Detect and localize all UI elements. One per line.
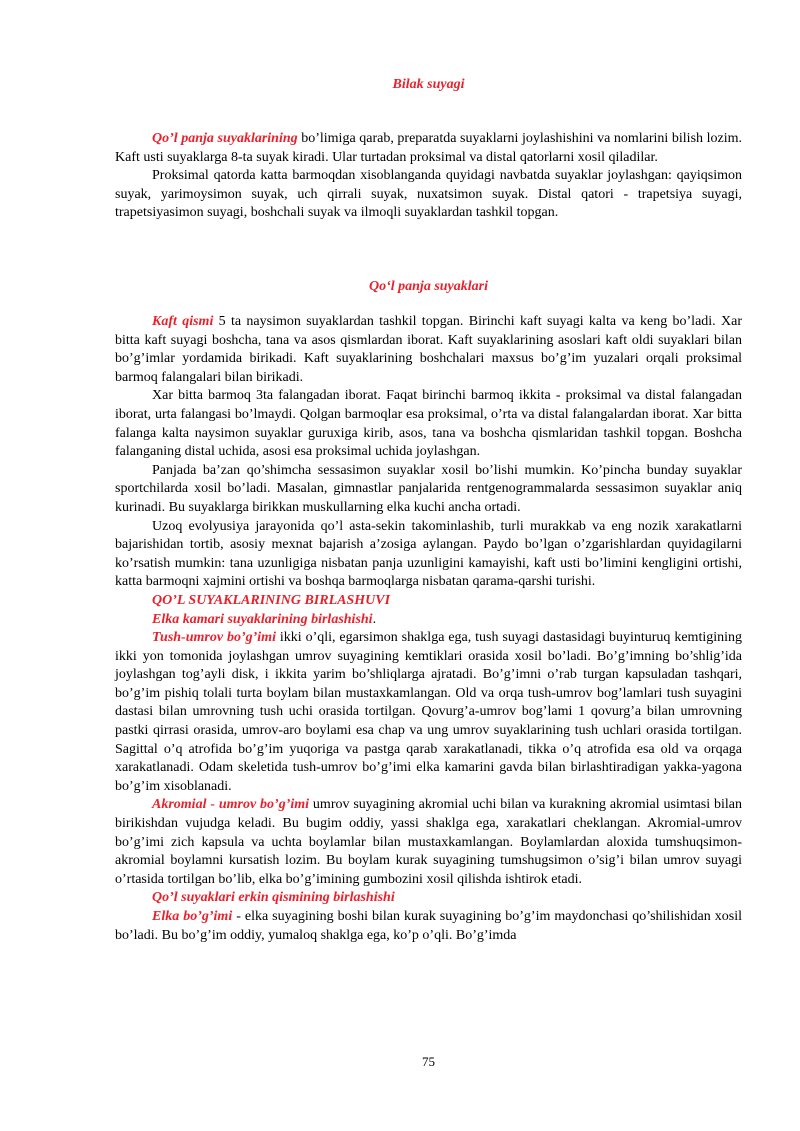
section-title-birlashuvi: QO’L SUYAKLARINING BIRLASHUVI — [152, 592, 391, 608]
subheading-text: Elka kamari suyaklarining birlashishi — [152, 611, 373, 627]
paragraph — [115, 130, 742, 167]
paragraph-text: - elka suyagining boshi bilan kurak suyagining bo’g’im maydonchasi qo’shilishidan xosil bo’ladi. Bu bo’g’im oddiy, yumaloq shaklga ega, ko’p o’qli. Bo’g’imda — [115, 909, 742, 943]
paragraph: Uzoq evolyusiya jarayonida qo’l asta-sekin takominlashib, turli murakkab va eng nozik xarakatlarni bajarishidan tortib, asosiy mexnat bajarish a’zosiga aylangan. Paydo bo’lgan o’zgarishlardan quyidagilarni ko’rsatish mumkin: tana uzunligiga nisbatan panja uzunligini kamayishi, kaft usti bo’limini kengligini ortishi, katta barmoqni xajmini ortishi va boshqa barmoqlarga nisbatan qarama-qarshi turishi. — [115, 518, 742, 590]
paragraph: Panjada ba’zan qo’shimcha sessasimon suyaklar xosil bo’lishi mumkin. Ko’pincha bunday suyaklar sportchilarda xosil bo’ladi. Masalan, gimnastlar panjalarida rentgenogrammalarda sessasimon suyaklar aniq kurinadi. Bu suyaklarga birikkan muskullarning elka kuchi ancha ortadi. — [115, 462, 742, 515]
lead-term: Akromial - umrov bo’g’imi — [152, 797, 310, 813]
paragraph: Proksimal qatorda katta barmoqdan xisoblanganda quyidagi navbatda suyaklar joylashgan: qayiqsimon suyak, yarimoysimon suyak, uch qirrali suyak, nuxatsimon suyak. Distal qatori - trapetsiya suyagi, trapetsiyasimon suyagi, boshchali suyak va ilmoqli suyaklardan tashkil topgan. — [115, 168, 742, 221]
subheading-dot: . — [372, 611, 377, 627]
paragraph — [115, 313, 742, 387]
lead-term: Qo’l panja suyaklarining — [152, 131, 298, 146]
lead-term: Elka bo’g’imi — [152, 909, 233, 924]
section-heading-bilak: Bilak suyagi — [392, 77, 465, 92]
paragraph — [115, 908, 742, 945]
lead-term: Tush-umrov bo’g’imi — [152, 630, 276, 646]
paragraph-text: bo’limiga qarab, preparatda suyaklarni joylashishini va nomlarini bilish lozim. Kaft usti suyaklarga 8-ta suyak kiradi. Ular turtadan proksimal va distal qatorlarni xosil qiladilar. — [115, 131, 742, 165]
paragraph — [115, 796, 742, 889]
section-heading-panja: Qo‘l panja suyaklari — [368, 279, 488, 294]
paragraph: Xar bitta barmoq 3ta falangadan iborat. Faqat birinchi barmoq ikkita - proksimal va distal falangadan iborat, urta falangasi bo’lmaydi. Qolgan barmoqlar esa proksimal, o’rta va distal falangalardan iborat. Xar bitta falanga kalta naysimon suyaklar guruxiga kirib, asos, tana va boshcha qismlaridan tashkil topgan. Boshcha falanganing distal uchida, asosi esa proksimal uchida joylashgan. — [115, 388, 742, 460]
paragraph-text: 5 ta naysimon suyaklardan tashkil topgan. Birinchi kaft suyagi kalta va keng bo’ladi. Xar bitta kaft suyagi boshcha, tana va asos qismlardan iborat. Kaft suyaklarining asoslari kaft oldi suyaklari bilan bo’g’imlar yordamida birikadi. Kaft suyaklarining boshchalari maxsus bo’g’im yuzalari orqali proksimal barmoq falangalari bilan birikadi. — [115, 314, 742, 385]
section-2 — [115, 313, 742, 945]
page-number: 75 — [422, 1054, 435, 1069]
section-1 — [115, 130, 742, 223]
paragraph-text: ikki o’qli, egarsimon shaklga ega, tush suyagi dastasidagi buyinturuq kemtigining ikki yon tomonida joylashgan umrov suyagining kemtiklari orasida xosil bo’ladi. Bo’g’imning bo’shlig’ida joylashgan tog’ayli disk, i ikkita yarim bo’shliqlarga ajratadi. Bo’g’imni o’rab turgan kapsuladan tashqari, bo’g’im pishiq tolali turta boylam bilan mustaxkamlangan. Old va orqa tush-umrov bog’lamlari tush suyagini dastasi bilan umrovning tush uchi orasida tortilgan. Qovurg’a-umrov bog’lami 1 qovurg’a bilan umrovning pastki qirrasi orasida, umrov-aro boylami esa chap va ung umrov suyaklarining tush uchlari orasida tortilgan. Sagittal o’q atrofida bo’g’im yuqoriga va pastga qarab xarakatlanadi, tikka o’q atrofida esa old va orqaga xarakatlanadi. Odam skeletida tush-umrov bo’g’imi elka kamarini gavda bilan birlashtiradigan yakka-yagona bo’g’im xisoblanadi. — [115, 630, 743, 794]
paragraph-text: umrov suyagining akromial uchi bilan va kurakning akromial usimtasi bilan birikishdan vujudga keladi. Bu bugim oddiy, yassi shaklga ega, xarakatlari cheklangan. Akromial-umrov bo’g’imi zich kapsula va uchta boylamlar bilan mustaxkamlangan. Boylamlardan aloxida tumshuqsimon-akromial boylamni kursatish lozim. Bu boylam kurak suyagining tumshugsimon o’sig’i bilan umrov suyagi o’rtasida tortilgan bo’lib, elka bo’g’imining gumbozini xosil qilishda ishtirok etadi. — [115, 797, 743, 887]
paragraph — [115, 629, 742, 796]
subheading: Qo’l suyaklari erkin qismining birlashishi — [152, 890, 395, 906]
lead-term: Kaft qismi — [152, 314, 214, 329]
subheading — [115, 611, 742, 630]
